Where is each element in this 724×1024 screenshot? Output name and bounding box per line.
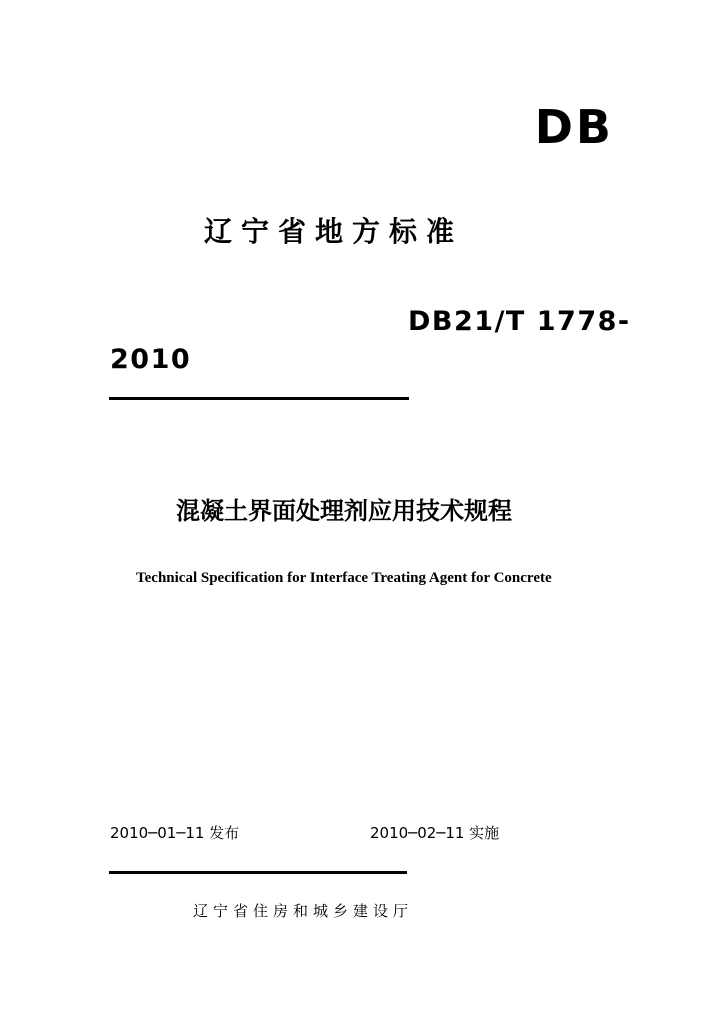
issuing-authority: 辽宁省住房和城乡建设厅: [193, 902, 414, 920]
standard-number-line2: 2010: [110, 344, 192, 375]
db-mark: DB: [534, 100, 614, 154]
standard-number-line1: DB21/T 1778-: [408, 306, 631, 337]
bottom-divider-rule: [109, 871, 407, 874]
document-title-chinese: 混凝土界面处理剂应用技术规程: [176, 497, 512, 525]
document-title-english: Technical Specification for Interface Treating Agent for Concrete: [136, 570, 552, 586]
effective-date: 2010─02─11 实施: [370, 824, 500, 842]
top-divider-rule: [109, 397, 409, 400]
issue-date: 2010─01─11 发布: [110, 824, 240, 842]
standard-type-heading: 辽宁省地方标准: [204, 215, 464, 248]
